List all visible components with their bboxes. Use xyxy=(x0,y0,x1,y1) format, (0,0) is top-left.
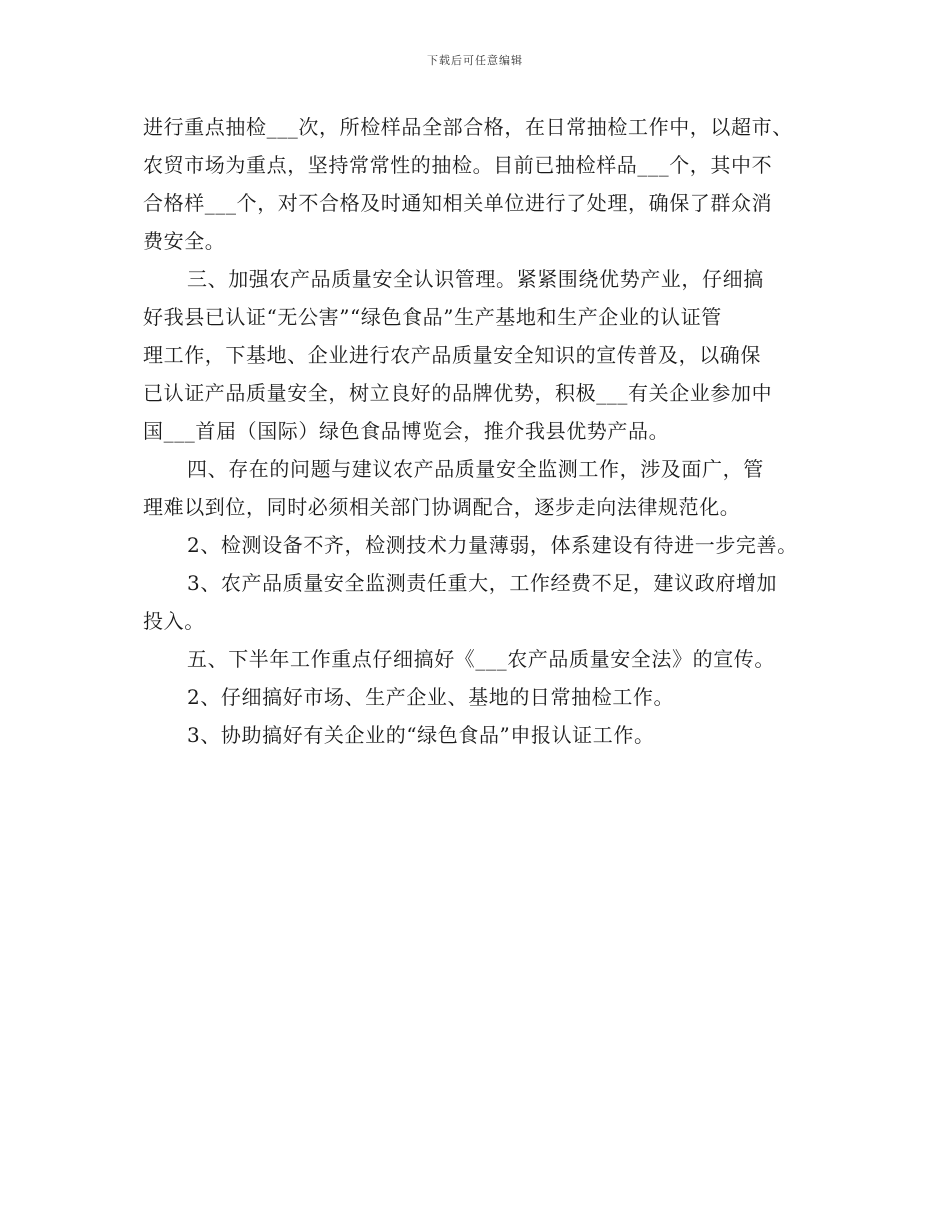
text-line: 理难以到位，同时必须相关部门协调配合，逐步走向法律规范化。 xyxy=(143,495,741,519)
text-line: 费安全。 xyxy=(143,229,226,253)
list-item: 3、农产品质量安全监测责任重大，工作经费不足，建议政府增加 xyxy=(187,571,778,595)
section-heading-5: 五、下半年工作重点仔细搞好《___农产品质量安全法》的宣传。 xyxy=(187,647,775,671)
section-heading-3: 三、加强农产品质量安全认识管理。紧紧围绕优势产业，仔细搞 xyxy=(187,267,764,291)
section-heading-4: 四、存在的问题与建议农产品质量安全监测工作，涉及面广，管 xyxy=(187,457,764,481)
document-body xyxy=(143,108,823,754)
list-item: 3、协助搞好有关企业的“绿色食品”申报认证工作。 xyxy=(187,723,655,747)
text-line: 国___首届（国际）绿色食品博览会，推介我县优势产品。 xyxy=(143,419,670,443)
text-line: 农贸市场为重点，坚持常常性的抽检。目前已抽检样品___个，其中不 xyxy=(143,153,773,177)
list-item: 2、检测设备不齐，检测技术力量薄弱，体系建设有待进一步完善。 xyxy=(187,533,798,557)
list-item: 2、仔细搞好市场、生产企业、基地的日常抽检工作。 xyxy=(187,685,675,709)
text-line: 理工作，下基地、企业进行农产品质量安全知识的宣传普及，以确保 xyxy=(143,343,761,367)
page-header: 下载后可任意编辑 xyxy=(427,54,523,67)
text-line: 投入。 xyxy=(143,609,205,633)
text-line: 好我县已认证“无公害”“绿色食品”生产基地和生产企业的认证管 xyxy=(143,305,722,329)
text-line: 合格样___个，对不合格及时通知相关单位进行了处理，确保了群众消 xyxy=(143,191,773,215)
text-line: 进行重点抽检___次，所检样品全部合格，在日常抽检工作中，以超市、 xyxy=(143,115,793,139)
text-line: 已认证产品质量安全，树立良好的品牌优势，积极___有关企业参加中 xyxy=(143,381,773,405)
